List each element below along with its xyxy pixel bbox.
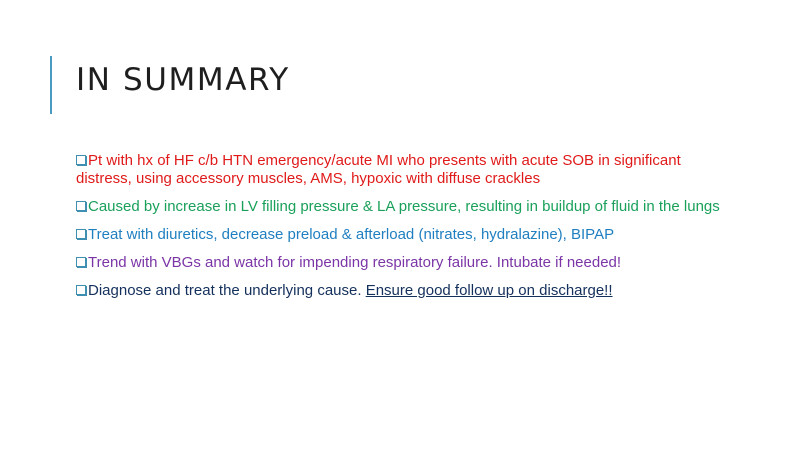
bullet-text: Diagnose and treat the underlying cause. [88, 282, 366, 299]
checkbox-icon [76, 201, 86, 211]
bullet-text: Caused by increase in LV filling pressure & LA pressure, resulting in buildup of fluid in the lungs [88, 198, 720, 215]
bullet-item [73, 226, 723, 244]
bullet-text: Trend with VBGs and watch for impending respiratory failure. Intubate if needed! [88, 254, 622, 271]
bullet-text: Treat with diuretics, decrease preload & afterload (nitrates, hydralazine), BIPAP [88, 226, 615, 243]
checkbox-icon [76, 257, 86, 267]
checkbox-icon [76, 155, 86, 165]
bullet-item [73, 282, 723, 300]
bullet-text: Pt with hx of HF c/b HTN emergency/acute MI who presents with acute SOB in significant distress, using accessory muscles, AMS, hypoxic with diffuse crackles [76, 152, 681, 187]
checkbox-icon [76, 285, 86, 295]
bullet-item [73, 152, 723, 188]
summary-bullet-list [73, 152, 723, 310]
title-accent-bar [50, 56, 52, 114]
follow-up-link[interactable]: Ensure good follow up on discharge!! [365, 282, 613, 299]
checkbox-icon [76, 229, 86, 239]
bullet-item [73, 198, 723, 216]
slide-title: IN SUMMARY [76, 62, 290, 98]
bullet-item [73, 254, 723, 272]
